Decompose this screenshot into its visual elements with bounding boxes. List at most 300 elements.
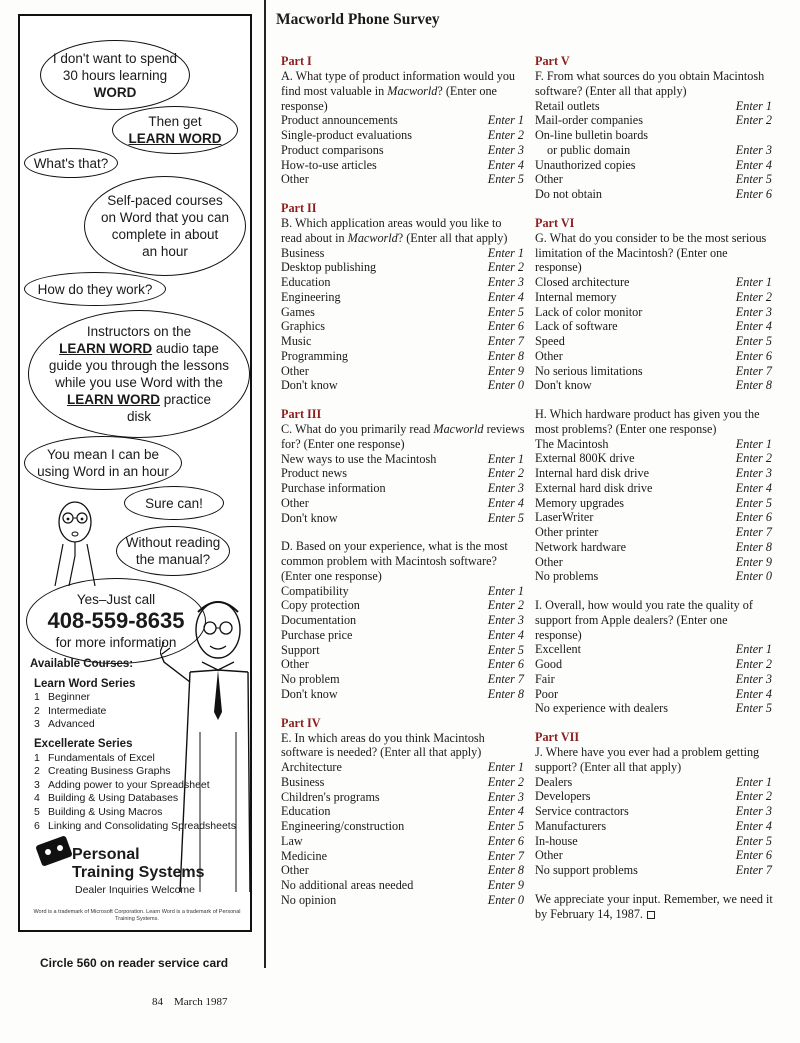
option-code: Enter 6 [487, 833, 524, 848]
answer-option [281, 275, 525, 290]
course-name: Beginner [48, 691, 91, 704]
answer-option [281, 598, 525, 613]
option-label: Unauthorized copies [535, 157, 636, 172]
confused-person-illustration [45, 496, 105, 586]
bubble-text: How do they work? [37, 281, 153, 297]
option-label: Retail outlets [535, 98, 600, 113]
answer-option [535, 128, 773, 143]
answer-option [281, 511, 525, 526]
option-code: Enter 3 [735, 142, 772, 157]
answer-option [535, 113, 773, 128]
option-label: Business [281, 245, 325, 260]
option-code: Enter 9 [487, 878, 524, 892]
survey-section [281, 716, 525, 908]
bubble-text: LEARN WORD [66, 392, 160, 407]
option-code: Enter 4 [487, 157, 524, 172]
answer-option [281, 819, 525, 834]
available-courses-heading: Available Courses: [30, 658, 134, 670]
option-label: Copy protection [281, 598, 360, 613]
option-code: Enter 4 [487, 627, 524, 642]
option-label: Documentation [281, 613, 357, 627]
answer-option [281, 466, 525, 481]
answer-option [535, 789, 773, 804]
option-label: No opinion [281, 892, 337, 907]
answer-option [281, 143, 525, 158]
option-code: Enter 3 [735, 466, 772, 480]
option-label: No additional areas needed [281, 878, 414, 892]
learn-word-series-title: Learn Word Series [34, 677, 136, 690]
course-item [34, 765, 250, 779]
option-code: Enter 4 [735, 686, 772, 701]
trademark-notice: Word is a trademark of Microsoft Corporation. Learn Word is a trademark of Personal Training Systems. [33, 909, 241, 922]
option-label: Other [535, 848, 563, 863]
option-label: Product comparisons [281, 142, 384, 157]
answer-option [281, 305, 525, 320]
course-item [34, 820, 250, 834]
option-code: Enter 1 [735, 436, 772, 451]
option-code: Enter 8 [487, 686, 524, 701]
answer-option [281, 319, 525, 334]
option-code: Enter 2 [735, 789, 772, 804]
option-label: LaserWriter [535, 510, 594, 525]
option-code: Enter 6 [487, 319, 524, 334]
option-label: Do not obtain [535, 187, 603, 201]
course-name: Building & Using Macros [48, 805, 163, 818]
survey-section [535, 730, 773, 878]
bubble-text: Sure can! [145, 495, 203, 511]
option-label: Compatibility [281, 583, 349, 598]
bubble-text: WORD [93, 84, 137, 100]
option-label: Product news [281, 466, 348, 481]
option-label: Mail-order companies [535, 113, 643, 128]
option-code: Enter 2 [735, 289, 772, 304]
course-name: Fundamentals of Excel [48, 751, 155, 764]
option-label: Service contractors [535, 804, 629, 818]
answer-option [281, 613, 525, 628]
option-label: Memory upgrades [535, 495, 625, 510]
answer-option [535, 378, 773, 393]
answer-option [535, 158, 773, 173]
option-label: Fair [535, 671, 555, 686]
survey-section [535, 216, 773, 716]
option-label: Other [281, 495, 309, 510]
course-number: 3 [34, 778, 40, 791]
option-code: Enter 5 [735, 701, 772, 716]
course-number: 6 [34, 819, 40, 832]
option-code: Enter 0 [487, 378, 524, 393]
end-mark-icon [647, 911, 655, 919]
option-label: No problem [281, 672, 340, 686]
bubble-text: LEARN WORD [128, 131, 222, 146]
option-code: Enter 1 [735, 774, 772, 789]
course-name: Linking and Consolidating Spreadsheets [48, 819, 236, 832]
answer-option [535, 701, 773, 716]
question-block [281, 69, 525, 187]
bubble-text: What's that? [33, 155, 109, 171]
excellerate-series-title: Excellerate Series [34, 737, 133, 750]
option-label: Purchase information [281, 481, 386, 495]
answer-option [535, 305, 773, 320]
course-name: Advanced [48, 718, 95, 731]
option-label: Lack of color monitor [535, 304, 643, 319]
answer-option [281, 113, 525, 128]
option-code: Enter 4 [487, 289, 524, 304]
question-block [535, 598, 773, 716]
option-code: Enter 4 [487, 495, 524, 510]
course-name: Adding power to your Spreadsheet [48, 778, 210, 791]
option-code: Enter 4 [735, 319, 772, 334]
option-code: Enter 7 [487, 672, 524, 686]
survey-column-right [535, 54, 773, 921]
speech-bubble-9 [116, 526, 230, 576]
answer-option [281, 657, 525, 672]
answer-option [535, 569, 773, 584]
bubble-text: disk [126, 409, 151, 424]
option-label: or public domain [547, 142, 631, 157]
option-label: Developers [535, 789, 591, 804]
part-heading: Part III [281, 407, 322, 421]
bubble-text: an hour [142, 244, 188, 259]
cassette-logo-icon [36, 834, 72, 868]
option-code: Enter 4 [735, 157, 772, 172]
bubble-text: You mean I can be [46, 447, 160, 462]
option-code: Enter 2 [487, 598, 524, 613]
option-code: Enter 8 [735, 378, 772, 393]
bubble-text: practice [163, 392, 212, 407]
bubble-text: audio tape [155, 341, 219, 356]
page-footer [152, 996, 227, 1008]
answer-option [281, 878, 525, 893]
option-code: Enter 2 [735, 113, 772, 128]
learn-word-series-list [34, 691, 250, 732]
option-code: Enter 9 [735, 554, 772, 569]
option-label: Other [281, 863, 309, 878]
option-code: Enter 8 [487, 863, 524, 878]
option-code: Enter 7 [735, 525, 772, 539]
survey-section [281, 201, 525, 393]
option-label: Manufacturers [535, 818, 607, 833]
dealer-inquiries: Dealer Inquiries Welcome [74, 884, 196, 896]
option-label: Other [535, 172, 563, 187]
option-label: Engineering [281, 289, 341, 304]
option-code: Enter 4 [487, 804, 524, 819]
option-label: Poor [535, 686, 559, 701]
course-number: 3 [34, 718, 40, 731]
answer-option [535, 642, 773, 657]
option-code: Enter 2 [735, 657, 772, 671]
answer-option [535, 437, 773, 452]
courses-list [30, 658, 250, 833]
bubble-text: LEARN WORD [59, 341, 153, 356]
course-number: 2 [34, 765, 40, 778]
option-label: Other [535, 348, 563, 363]
question-block [535, 69, 773, 202]
option-code: Enter 5 [487, 819, 524, 833]
speech-bubble-5 [24, 272, 166, 306]
learn-word-advertisement [18, 14, 252, 932]
option-code: Enter 1 [735, 275, 772, 289]
option-label: Dealers [535, 774, 573, 789]
option-code: Enter 2 [487, 128, 524, 142]
option-code: Enter 3 [487, 142, 524, 157]
answer-option [535, 99, 773, 114]
option-label: Lack of software [535, 319, 618, 334]
survey-title: Macworld Phone Survey [276, 11, 440, 28]
option-label: On-line bulletin boards [535, 128, 649, 142]
part-heading: Part V [535, 54, 570, 68]
question-text: D. Based on your experience, what is the most common problem with Macintosh software? (Enter one response) [281, 539, 508, 583]
option-code: Enter 7 [487, 848, 524, 863]
answer-option [281, 364, 525, 379]
question-text: G. What do you consider to be the most serious limitation of the Macintosh? (Enter one response) [535, 230, 767, 275]
answer-option [281, 378, 525, 393]
question-text: I. Overall, how would you rate the quality of support from Apple dealers? (Enter one response) [535, 598, 753, 642]
reader-service-note: Circle 560 on reader service card [40, 956, 229, 970]
answer-option [535, 481, 773, 496]
page-number: 84 [152, 996, 163, 1008]
question-text: C. What do you primarily read Macworld reviews for? (Enter one response) [281, 422, 525, 451]
company-name-line: Personal [72, 846, 140, 863]
answer-option [535, 863, 773, 878]
option-code: Enter 3 [487, 613, 524, 627]
option-label: External 800K drive [535, 451, 635, 466]
option-code: Enter 5 [487, 642, 524, 657]
answer-option [281, 775, 525, 790]
option-code: Enter 1 [487, 113, 524, 128]
answer-option [535, 775, 773, 790]
speech-bubble-7 [24, 436, 182, 490]
option-label: Graphics [281, 319, 325, 334]
option-label: Law [281, 833, 303, 848]
option-code: Enter 3 [487, 789, 524, 804]
answer-option [535, 525, 773, 540]
bubble-text: while you use Word with the [55, 375, 223, 390]
option-code: Enter 3 [735, 804, 772, 818]
option-code: Enter 3 [487, 481, 524, 495]
part-heading: Part II [281, 201, 317, 215]
answer-option [281, 893, 525, 908]
question-block [535, 407, 773, 584]
answer-option [281, 260, 525, 275]
part-heading: Part VI [535, 215, 575, 230]
option-code: Enter 2 [735, 451, 772, 466]
course-number: 1 [34, 751, 40, 764]
option-code: Enter 9 [487, 363, 524, 378]
part-heading: Part IV [281, 715, 321, 730]
bubble-text: Self-paced courses [107, 193, 223, 208]
option-label: Business [281, 774, 325, 789]
question-block [281, 539, 525, 701]
option-code: Enter 3 [487, 275, 524, 289]
answer-option [535, 364, 773, 379]
bubble-text: 30 hours learning [62, 67, 168, 83]
column-divider [264, 0, 266, 968]
question-text: H. Which hardware product has given you the most problems? (Enter one response) [535, 407, 760, 436]
option-label: Support [281, 642, 320, 657]
option-label: New ways to use the Macintosh [281, 451, 437, 466]
bubble-text: using Word in an hour [37, 464, 169, 479]
speech-bubble-2 [112, 106, 238, 154]
question-text: A. What type of product information would you find most valuable in Macworld? (Enter one response) [281, 69, 516, 113]
answer-option [281, 643, 525, 658]
bubble-text: guide you through the lessons [48, 358, 230, 373]
answer-option [281, 290, 525, 305]
option-code: Enter 1 [735, 642, 772, 657]
option-code: Enter 2 [487, 774, 524, 789]
bubble-text: for more information [55, 635, 177, 650]
answer-option [535, 275, 773, 290]
option-code: Enter 5 [487, 304, 524, 319]
answer-option [535, 466, 773, 481]
option-code: Enter 8 [487, 348, 524, 363]
answer-option [535, 848, 773, 863]
option-code: Enter 0 [735, 569, 772, 584]
survey-section [281, 407, 525, 702]
option-code: Enter 5 [487, 172, 524, 187]
closing-note [535, 892, 773, 922]
option-label: No support problems [535, 863, 638, 877]
closing-text: We appreciate your input. Remember, we need it by February 14, 1987. [535, 891, 773, 921]
part-heading: Part VII [535, 730, 580, 744]
option-label: Games [281, 304, 315, 319]
option-code: Enter 7 [487, 334, 524, 348]
option-code [772, 128, 773, 143]
bubble-text: Without reading [125, 535, 221, 550]
course-item [34, 718, 250, 732]
option-label: Don't know [281, 510, 338, 525]
option-label: Single-product evaluations [281, 128, 412, 142]
question-block [281, 216, 525, 393]
option-code: Enter 5 [487, 510, 524, 525]
option-label: Medicine [281, 848, 328, 863]
question-block [535, 231, 773, 393]
answer-option [281, 452, 525, 467]
option-label: Engineering/construction [281, 819, 405, 833]
answer-option [535, 496, 773, 511]
option-label: No problems [535, 569, 599, 584]
option-label: Other [535, 554, 563, 569]
option-label: Network hardware [535, 539, 627, 554]
answer-option [281, 834, 525, 849]
answer-option [535, 143, 773, 158]
speech-bubble-6 [28, 310, 250, 438]
option-label: Programming [281, 348, 349, 363]
course-item [34, 806, 250, 820]
option-label: No serious limitations [535, 363, 643, 378]
option-code: Enter 5 [735, 172, 772, 187]
option-label: Architecture [281, 760, 342, 774]
option-code: Enter 7 [735, 363, 772, 378]
answer-option [535, 540, 773, 555]
option-label: Other [281, 657, 309, 672]
option-label: Music [281, 334, 312, 348]
answer-option [535, 510, 773, 525]
answer-option [535, 290, 773, 305]
answer-option [281, 687, 525, 702]
option-code: Enter 5 [735, 334, 772, 348]
answer-option [535, 672, 773, 687]
question-text: J. Where have you ever had a problem getting support? (Enter all that apply) [535, 745, 760, 774]
option-label: Internal memory [535, 289, 617, 304]
answer-option [281, 790, 525, 805]
option-code: Enter 6 [735, 348, 772, 363]
answer-option [281, 804, 525, 819]
answer-option [281, 760, 525, 775]
answer-option [281, 481, 525, 496]
answer-option [535, 834, 773, 849]
answer-option [281, 246, 525, 261]
answer-option [281, 584, 525, 599]
option-code: Enter 4 [735, 480, 772, 495]
survey-section [281, 54, 525, 187]
option-label: Don't know [281, 378, 338, 393]
option-label: Other [281, 172, 309, 187]
option-label: Education [281, 275, 331, 289]
bubble-text: complete in about [111, 227, 219, 242]
course-item [34, 705, 250, 719]
course-number: 4 [34, 792, 40, 805]
answer-option [281, 496, 525, 511]
option-code: Enter 6 [735, 848, 772, 863]
option-code: Enter 1 [487, 451, 524, 466]
issue-date: March 1987 [174, 996, 228, 1008]
option-label: How-to-use articles [281, 157, 377, 172]
course-name: Intermediate [48, 704, 107, 717]
survey-section [535, 54, 773, 202]
course-number: 1 [34, 691, 40, 704]
question-block [281, 422, 525, 525]
option-code: Enter 1 [487, 583, 524, 598]
part-heading: Part I [281, 54, 312, 68]
option-code: Enter 6 [735, 510, 772, 525]
option-label: Speed [535, 334, 565, 348]
option-code: Enter 1 [487, 760, 524, 774]
bubble-text: on Word that you can [100, 210, 230, 225]
option-code: Enter 4 [735, 818, 772, 833]
course-name: Creating Business Graphs [48, 765, 171, 778]
answer-option [535, 819, 773, 834]
option-label: Product announcements [281, 113, 398, 128]
option-label: Internal hard disk drive [535, 466, 650, 480]
option-code: Enter 2 [487, 466, 524, 481]
option-label: Other printer [535, 525, 599, 539]
option-label: Don't know [535, 378, 592, 393]
option-code: Enter 8 [735, 539, 772, 554]
option-label: Excellent [535, 642, 582, 657]
answer-option [535, 349, 773, 364]
option-code: Enter 7 [735, 863, 772, 877]
option-code: Enter 5 [735, 833, 772, 848]
option-code: Enter 1 [735, 98, 772, 113]
option-code: Enter 5 [735, 495, 772, 510]
course-item [34, 792, 250, 806]
bubble-text: the manual? [135, 552, 211, 567]
answer-option [281, 334, 525, 349]
bubble-text: I don't want to spend [52, 50, 178, 66]
question-text: E. In which areas do you think Macintosh software is needed? (Enter all that apply) [281, 730, 485, 760]
course-name: Building & Using Databases [48, 792, 179, 805]
answer-option [281, 849, 525, 864]
answer-option [535, 451, 773, 466]
option-code: Enter 6 [735, 187, 772, 201]
course-item [34, 779, 250, 793]
answer-option [535, 334, 773, 349]
question-text: B. Which application areas would you like to read about in Macworld? (Enter all that apply) [281, 216, 508, 245]
bubble-text: Then get [148, 114, 202, 129]
company-name [72, 846, 205, 882]
company-name-line: Training Systems [72, 864, 205, 881]
answer-option [535, 657, 773, 672]
